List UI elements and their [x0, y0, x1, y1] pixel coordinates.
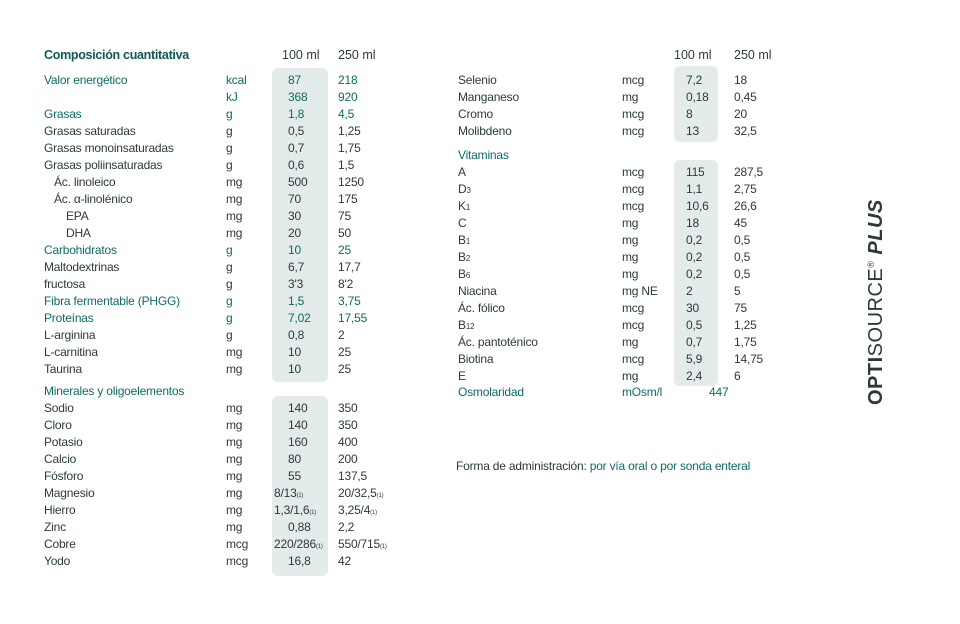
nutrient-name: Fibra fermentable (PHGG) — [44, 294, 180, 308]
value-250ml: 1,5 — [338, 158, 355, 172]
table-row — [0, 553, 480, 570]
administration-note — [456, 459, 750, 473]
vitamin-name-text: B — [458, 233, 466, 247]
value-100ml: 30 — [288, 209, 301, 223]
value-100ml: 0,18 — [686, 90, 709, 104]
nutrient-unit: mg — [226, 209, 243, 223]
value-100ml: 20 — [288, 226, 301, 240]
table-row — [0, 232, 960, 249]
value-250ml: 26,6 — [734, 199, 757, 213]
footnote-marker: (1) — [315, 544, 323, 550]
footnote-marker: (1) — [296, 493, 304, 499]
nutrient-name: fructosa — [44, 277, 86, 291]
vitamin-name — [458, 300, 505, 317]
vitamin-name-text: A — [458, 165, 466, 179]
value-250ml: 287,5 — [734, 165, 764, 179]
nutrient-name: Taurina — [44, 362, 82, 376]
left-col-250ml: 250 ml — [338, 48, 376, 62]
value-text: 55 — [288, 469, 301, 483]
value-250ml — [338, 400, 357, 417]
value-text: 400 — [338, 435, 358, 449]
vitamin-unit: mcg — [622, 318, 645, 332]
value-100ml: 30 — [686, 301, 699, 315]
value-250ml — [338, 434, 357, 451]
value-100ml: 0,5 — [288, 124, 305, 138]
nutrient-name: Proteínas — [44, 311, 94, 325]
value-250ml: 5 — [734, 284, 741, 298]
footnote-marker: (1) — [309, 510, 317, 516]
vitamin-name-text: Ác. pantoténico — [458, 335, 538, 349]
value-text: 550/715 — [338, 537, 380, 551]
vitamin-name — [458, 164, 466, 181]
nutrient-name: Grasas — [44, 107, 82, 121]
nutrient-name: Valor energético — [44, 73, 128, 87]
value-100ml: 10 — [288, 243, 301, 257]
vitamin-name — [458, 249, 470, 267]
value-250ml: 6 — [734, 369, 741, 383]
value-250ml: 0,5 — [734, 267, 751, 281]
value-250ml: 175 — [338, 192, 358, 206]
table-row — [0, 468, 480, 485]
osmolarity-label: Osmolaridad — [458, 385, 524, 399]
table-row — [0, 164, 960, 181]
mineral-unit: mg — [226, 452, 243, 466]
value-250ml: 17,55 — [338, 311, 368, 325]
mineral-name: Zinc — [44, 520, 66, 534]
value-250ml: 8'2 — [338, 277, 354, 291]
vitamin-name — [458, 215, 466, 232]
vitamin-unit: mcg — [622, 301, 645, 315]
vitamin-unit: mg — [622, 267, 639, 281]
table-row — [0, 451, 480, 468]
brand-opti: OPTI — [865, 356, 887, 405]
vitamin-name-text: Biotina — [458, 352, 494, 366]
nutrient-unit: mg — [226, 175, 243, 189]
table-row — [0, 300, 960, 317]
value-100ml: 87 — [288, 73, 301, 87]
value-100ml: 7,02 — [288, 311, 311, 325]
vitamin-name-text: C — [458, 216, 467, 230]
brand-plus: PLUS — [865, 199, 887, 255]
mineral-name: Yodo — [44, 554, 71, 568]
value-100ml: 2,4 — [686, 369, 703, 383]
brand-logo — [865, 199, 888, 405]
table-row — [0, 400, 480, 417]
value-100ml: 10 — [288, 362, 301, 376]
vitamin-name — [458, 351, 493, 368]
table-row — [0, 485, 480, 502]
nutrient-unit: g — [226, 141, 233, 155]
nutrient-name: EPA — [66, 209, 89, 223]
value-100ml: 0,6 — [288, 158, 305, 172]
nutrient-unit: g — [226, 260, 233, 274]
value-250ml: 25 — [338, 362, 351, 376]
value-250ml: 4,5 — [338, 107, 355, 121]
value-250ml — [338, 451, 357, 468]
value-250ml: 0,45 — [734, 90, 757, 104]
table-row — [0, 198, 960, 215]
value-250ml: 0,5 — [734, 233, 751, 247]
vitamin-name-text: D — [458, 182, 467, 196]
mineral-name: Cloro — [44, 418, 72, 432]
value-text: 0,88 — [288, 520, 311, 534]
vitamin-unit: mcg — [622, 352, 645, 366]
value-100ml — [288, 451, 301, 468]
value-text: 140 — [288, 401, 308, 415]
mineral-unit: mg — [226, 503, 243, 517]
mineral-unit: mcg — [226, 554, 249, 568]
element-unit: mcg — [622, 124, 645, 138]
vitamin-unit: mcg — [622, 165, 645, 179]
nutrient-unit: kJ — [226, 90, 238, 104]
vitamin-unit: mg — [622, 369, 639, 383]
value-text: 16,8 — [288, 554, 311, 568]
vitamin-name — [458, 232, 470, 250]
mineral-unit: mg — [226, 520, 243, 534]
vitamin-name — [458, 181, 471, 199]
value-250ml — [338, 417, 357, 434]
value-100ml: 115 — [686, 165, 705, 179]
vitamin-unit: mcg — [622, 199, 645, 213]
vitamin-name — [458, 198, 470, 216]
vitamin-subscript: 2 — [465, 254, 471, 263]
nutrient-unit: mg — [226, 192, 243, 206]
nutrient-name: DHA — [66, 226, 91, 240]
vitamin-name — [458, 317, 474, 335]
vitamin-name-text: B — [458, 267, 466, 281]
value-100ml: 2 — [686, 284, 693, 298]
mineral-name: Hierro — [44, 503, 76, 517]
element-name: Manganeso — [458, 90, 519, 104]
nutrient-name: L-carnitina — [44, 345, 98, 359]
nutrient-name: Grasas poliinsaturadas — [44, 158, 163, 172]
value-250ml: 75 — [338, 209, 351, 223]
value-250ml — [338, 553, 351, 570]
value-text: 20/32,5 — [338, 486, 377, 500]
value-250ml: 32,5 — [734, 124, 757, 138]
nutrient-name: Carbohidratos — [44, 243, 117, 257]
value-text: 137,5 — [338, 469, 368, 483]
right-col-250ml: 250 ml — [734, 48, 772, 62]
value-250ml: 1,25 — [734, 318, 757, 332]
value-250ml: 2,75 — [734, 182, 757, 196]
vitamin-subscript: 1 — [465, 237, 471, 246]
osmolarity-value: 447 — [709, 385, 729, 399]
value-100ml: 0,8 — [288, 328, 305, 342]
nutrient-unit: g — [226, 158, 233, 172]
value-100ml — [288, 434, 307, 451]
value-100ml: 1,1 — [686, 182, 703, 196]
table-row — [0, 283, 960, 300]
nutrient-name: Ác. α-linolénico — [54, 192, 133, 206]
vitamin-unit: mcg — [622, 182, 645, 196]
nutrient-unit: mg — [226, 226, 243, 240]
value-text: 8/13 — [274, 486, 297, 500]
vitamin-unit: mg NE — [622, 284, 658, 298]
value-100ml: 13 — [686, 124, 699, 138]
vitamin-subscript: 6 — [465, 271, 471, 280]
table-row — [0, 266, 960, 283]
value-100ml: 3'3 — [288, 277, 304, 291]
value-text: 3,25/4 — [338, 503, 371, 517]
value-text: 42 — [338, 554, 351, 568]
value-text: 350 — [338, 401, 358, 415]
value-100ml: 0,2 — [686, 250, 703, 264]
administration-label: Forma de administración: — [456, 459, 587, 473]
value-100ml: 1,5 — [288, 294, 305, 308]
value-250ml: 45 — [734, 216, 747, 230]
value-100ml: 0,2 — [686, 267, 703, 281]
element-name: Selenio — [458, 73, 497, 87]
table-row — [0, 536, 480, 553]
value-250ml: 18 — [734, 73, 747, 87]
left-col-100ml: 100 ml — [282, 48, 320, 62]
value-100ml — [288, 417, 307, 434]
value-250ml: 75 — [734, 301, 747, 315]
nutrient-unit: mg — [226, 345, 243, 359]
nutrient-unit: kcal — [226, 73, 247, 87]
vitamin-name-text: K — [458, 199, 466, 213]
table-row — [0, 519, 480, 536]
nutrient-name: Maltodextrinas — [44, 260, 120, 274]
administration-value: por vía oral o por sonda enteral — [589, 459, 751, 473]
value-text: 80 — [288, 452, 301, 466]
vitamin-name — [458, 368, 466, 385]
value-100ml: 6,7 — [288, 260, 305, 274]
vitamin-subscript: 1 — [465, 203, 471, 212]
value-250ml: 25 — [338, 345, 351, 359]
mineral-name: Calcio — [44, 452, 77, 466]
vitamin-subscript: 12 — [465, 322, 475, 331]
value-100ml: 10 — [288, 345, 301, 359]
value-text: 160 — [288, 435, 308, 449]
value-100ml — [288, 468, 301, 485]
mineral-unit: mg — [226, 486, 243, 500]
vitamin-unit: mg — [622, 335, 639, 349]
mineral-name: Cobre — [44, 537, 76, 551]
vitamin-unit: mg — [622, 233, 639, 247]
table-row — [0, 106, 960, 123]
brand-registered: ® — [866, 260, 876, 268]
table-title: Composición cuantitativa — [44, 48, 189, 62]
footnote-marker: (1) — [376, 493, 384, 499]
mineral-unit: mcg — [226, 537, 249, 551]
element-unit: mg — [622, 90, 639, 104]
nutrient-unit: g — [226, 294, 233, 308]
vitamin-name-text: B — [458, 250, 466, 264]
vitamin-unit: mg — [622, 250, 639, 264]
mineral-name: Magnesio — [44, 486, 95, 500]
value-100ml: 368 — [288, 90, 308, 104]
value-250ml: 1,75 — [338, 141, 361, 155]
footnote-marker: (1) — [370, 510, 377, 516]
table-row — [0, 334, 960, 351]
value-text: 1,3/1,6 — [274, 503, 310, 517]
value-100ml: 70 — [288, 192, 301, 206]
osmolarity-row — [0, 384, 960, 401]
value-250ml: 1,75 — [734, 335, 757, 349]
mineral-name: Potasio — [44, 435, 83, 449]
nutrient-unit: mg — [226, 362, 243, 376]
vitamin-name — [458, 266, 470, 284]
value-250ml: 25 — [338, 243, 351, 257]
vitamin-name — [458, 334, 538, 351]
element-name: Cromo — [458, 107, 494, 121]
nutrient-unit: g — [226, 328, 233, 342]
value-100ml: 0,7 — [288, 141, 305, 155]
value-100ml — [288, 553, 311, 570]
value-100ml: 8 — [686, 107, 693, 121]
value-100ml: 0,2 — [686, 233, 703, 247]
table-row — [0, 215, 960, 232]
element-unit: mcg — [622, 107, 645, 121]
table-row — [0, 89, 960, 106]
vitamin-name-text: E — [458, 369, 466, 383]
section-vitamins: Vitaminas — [458, 148, 509, 162]
mineral-unit: mg — [226, 435, 243, 449]
value-100ml: 5,9 — [686, 352, 703, 366]
value-250ml: 920 — [338, 90, 358, 104]
table-row — [0, 140, 480, 157]
mineral-name: Sodio — [44, 401, 74, 415]
value-100ml: 0,5 — [686, 318, 703, 332]
value-250ml: 1,25 — [338, 124, 361, 138]
element-unit: mcg — [622, 73, 645, 87]
vitamin-subscript: 3 — [466, 186, 471, 195]
nutrient-unit: g — [226, 311, 233, 325]
value-250ml: 50 — [338, 226, 351, 240]
table-row — [0, 351, 960, 368]
nutrient-unit: g — [226, 243, 233, 257]
value-250ml: 0,5 — [734, 250, 751, 264]
mineral-unit: mg — [226, 469, 243, 483]
value-100ml: 1,8 — [288, 107, 305, 121]
value-250ml: 218 — [338, 73, 358, 87]
nutrient-unit: g — [226, 107, 233, 121]
nutrient-name: Grasas monoinsaturadas — [44, 141, 174, 155]
table-row — [0, 249, 960, 266]
section-minerals: Minerales y oligoelementos — [44, 384, 185, 398]
nutrient-unit: g — [226, 124, 233, 138]
table-row — [0, 181, 960, 198]
mineral-unit: mg — [226, 401, 243, 415]
value-250ml: 14,75 — [734, 352, 764, 366]
value-100ml: 500 — [288, 175, 308, 189]
osmolarity-unit: mOsm/l — [622, 385, 663, 399]
nutrient-name: Ác. linoleico — [54, 175, 116, 189]
value-100ml: 10,6 — [686, 199, 709, 213]
value-100ml — [288, 400, 307, 417]
value-250ml — [338, 519, 354, 536]
vitamin-unit: mg — [622, 216, 639, 230]
mineral-unit: mg — [226, 418, 243, 432]
vitamin-name-text: Niacina — [458, 284, 497, 298]
value-text: 200 — [338, 452, 358, 466]
mineral-name: Fósforo — [44, 469, 84, 483]
value-text: 2,2 — [338, 520, 355, 534]
value-100ml — [288, 519, 311, 536]
table-row — [0, 123, 960, 140]
element-name: Molibdeno — [458, 124, 512, 138]
value-250ml: 17,7 — [338, 260, 361, 274]
value-100ml: 18 — [686, 216, 699, 230]
value-250ml: 1250 — [338, 175, 364, 189]
value-250ml: 20 — [734, 107, 747, 121]
value-250ml — [338, 468, 367, 485]
vitamin-name — [458, 283, 497, 300]
value-text: 140 — [288, 418, 308, 432]
table-row — [0, 317, 960, 334]
nutrient-unit: g — [226, 277, 233, 291]
table-row — [0, 502, 480, 519]
value-100ml: 7,2 — [686, 73, 703, 87]
vitamin-name-text: Ác. fólico — [458, 301, 505, 315]
vitamin-name-text: B — [458, 318, 466, 332]
right-col-100ml: 100 ml — [674, 48, 712, 62]
brand-source: SOURCE — [865, 267, 887, 357]
nutrient-name: L-arginina — [44, 328, 96, 342]
value-250ml: 3,75 — [338, 294, 361, 308]
table-row — [0, 434, 480, 451]
nutrient-name: Grasas saturadas — [44, 124, 136, 138]
value-100ml: 0,7 — [686, 335, 703, 349]
table-row — [0, 417, 480, 434]
table-row — [0, 368, 960, 385]
footnote-marker: (1) — [379, 544, 387, 550]
table-row — [0, 72, 960, 89]
value-text: 350 — [338, 418, 358, 432]
value-250ml: 2 — [338, 328, 345, 342]
value-text: 220/286 — [274, 537, 316, 551]
